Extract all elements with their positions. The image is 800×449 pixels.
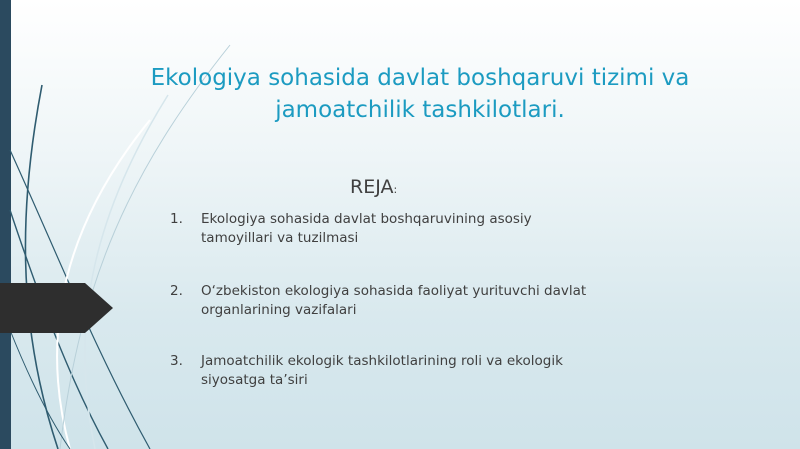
plan-item-text: Ekologiya sohasida davlat boshqaruvining asosiy tamoyillari va tuzilmasi (201, 211, 532, 246)
plan-item-number: 2. (170, 283, 183, 299)
curve-line (25, 85, 58, 449)
plan-item-number: 1. (170, 211, 183, 227)
plan-heading-colon: : (393, 183, 398, 196)
plan-item-number: 3. (170, 353, 183, 369)
plan-heading (350, 176, 397, 198)
curve-line (85, 95, 168, 449)
arrow-tab-shape (0, 283, 113, 333)
plan-item-text: Jamoatchilik ekologik tashkilotlarining roli va ekologik siyosatga ta’siri (201, 353, 563, 388)
plan-heading-text: REJA (350, 176, 394, 198)
slide-title: Ekologiya sohasida davlat boshqaruvi tizimi va jamoatchilik tashkilotlari. (150, 65, 690, 123)
plan-item-text: O‘zbekiston ekologiya sohasida faoliyat yurituvchi davlat organlarining vazifalari (201, 283, 587, 318)
